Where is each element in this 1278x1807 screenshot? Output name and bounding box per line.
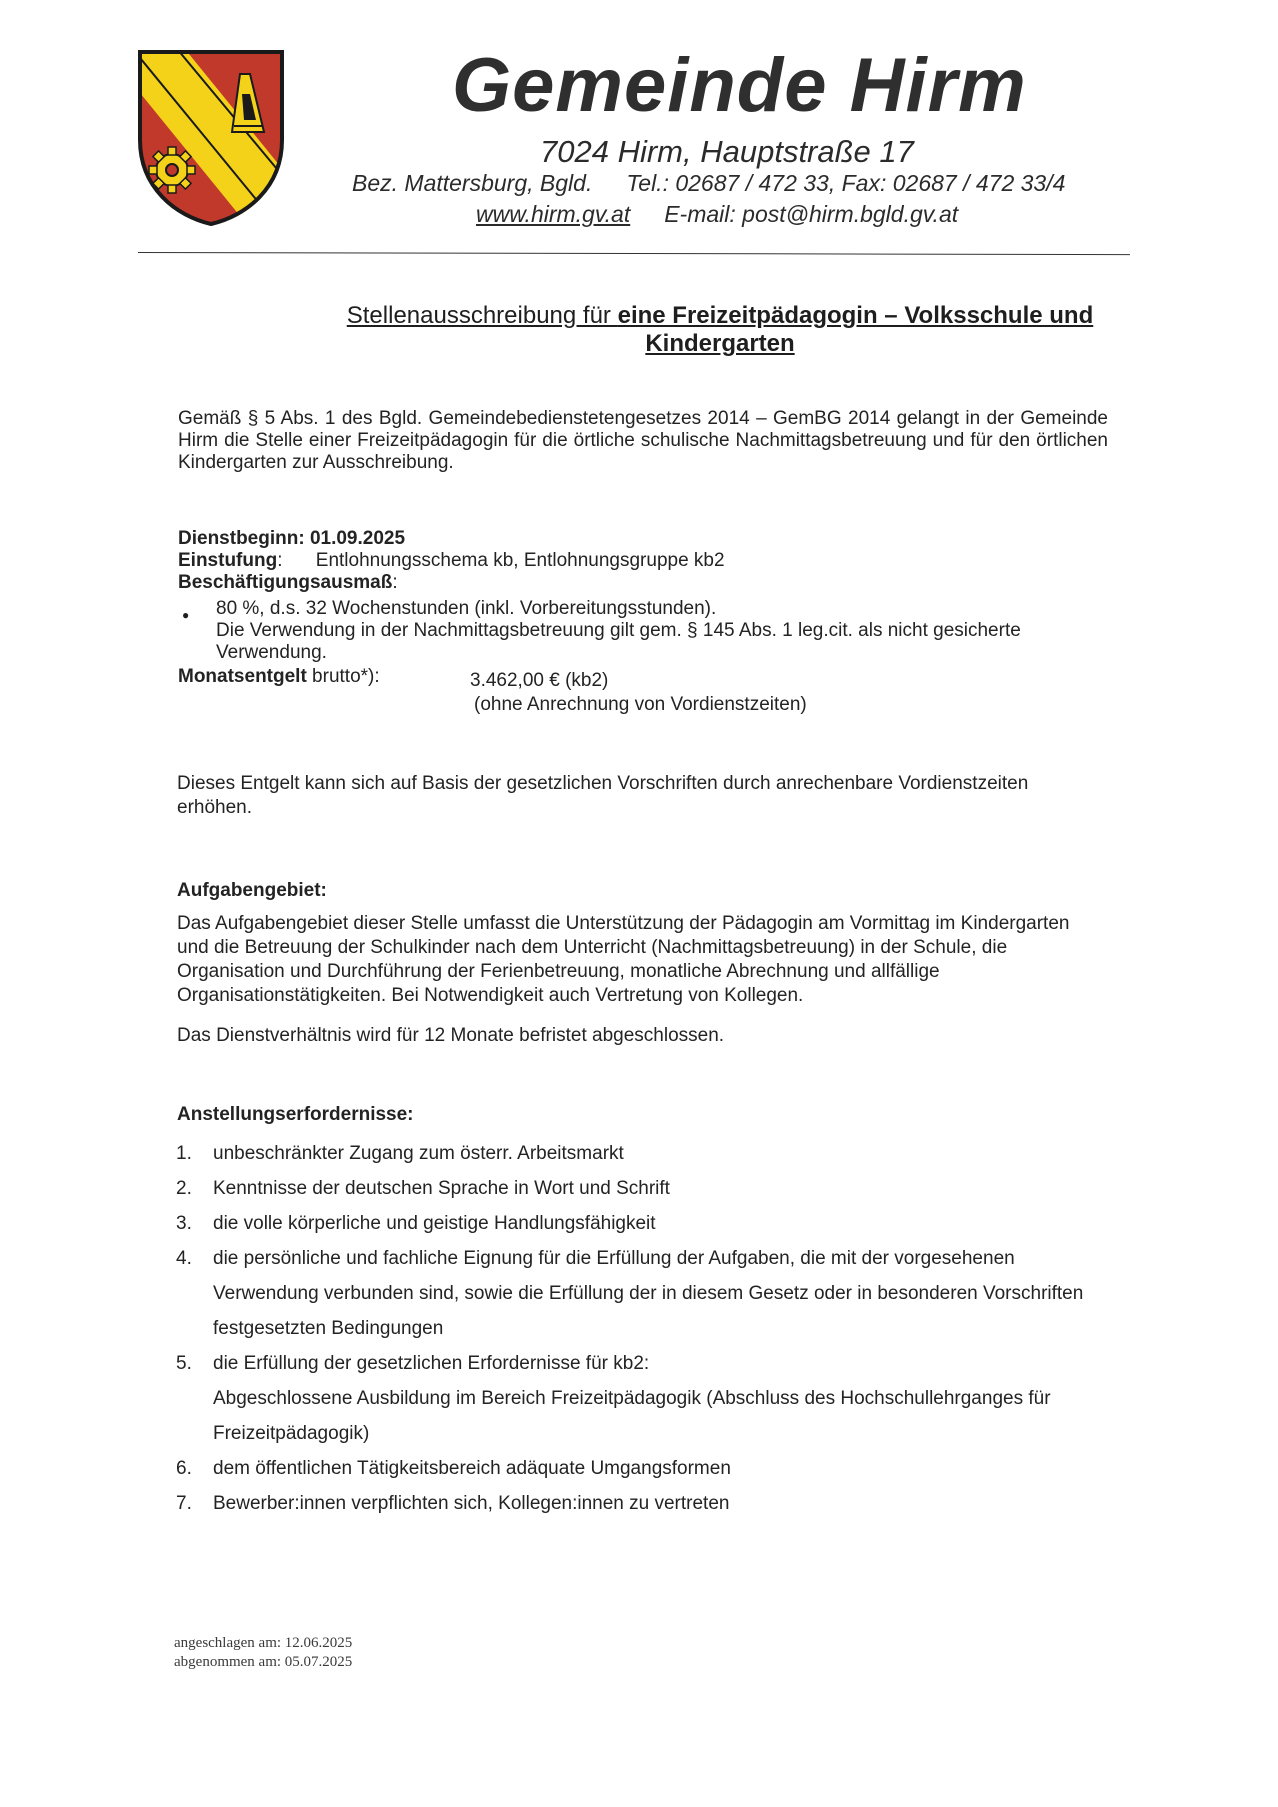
requirements-heading: Anstellungserfordernisse: [177,1104,414,1125]
salary-label: Monatsentgelt [178,666,307,687]
phone-fax: Tel.: 02687 / 472 33, Fax: 02687 / 472 33/4 [626,170,1066,196]
item-text-main: die Erfüllung der gesetzlichen Erfordernisse für kb2: [213,1353,650,1374]
salary-suffix: brutto*): [306,666,380,687]
salary-increase-paragraph: Dieses Entgelt kann sich auf Basis der gesetzlichen Vorschriften durch anrechenbare Vordienstzeiten erhöhen. [177,773,1029,818]
item-number: 6. [176,1458,192,1479]
gear-icon [149,147,195,193]
tasks-term: Das Dienstverhältnis wird für 12 Monate befristet abgeschlossen. [177,1025,725,1046]
item-text: die persönliche und fachliche Eignung für die Erfüllung der Aufgaben, die mit der vorgesehenen Verwendung verbunden sind, sowie die Erfüllung der in diesem Gesetz oder in besonderen Vorschriften festgesetzten Bedingungen [213,1248,1084,1339]
item-text [213,1346,1116,1451]
grading-label: Einstufung [178,550,278,571]
list-item [176,1206,1116,1241]
start-date [178,528,405,550]
start-date-label: Dienstbeginn: 01.09.2025 [178,528,406,549]
item-text: Kenntnisse der deutschen Sprache in Wort und Schrift [213,1178,670,1199]
grading-value: Entlohnungsschema kb, Entlohnungsgruppe kb2 [315,550,725,571]
address: 7024 Hirm, Hauptstraße 17 [540,134,914,169]
salary [178,666,380,688]
contact-row-district [352,170,1065,197]
contact-row-web [476,201,958,228]
salary-note: (ohne Anrechnung von Vordienstzeiten) [474,694,807,715]
extent-colon: : [392,572,398,593]
list-item [176,1486,1116,1521]
posting-dates [174,1634,352,1672]
intro-paragraph: Gemäß § 5 Abs. 1 des Bgld. Gemeindebedienstetengesetzes 2014 – GemBG 2014 gelangt in der Gemeinde Hirm die Stelle einer Freizeitpädagogin für die örtliche schulische Nachmittagsbetreuung und für den örtlichen Kindergarten zur Ausschreibung. [178,408,1108,473]
coat-of-arms-icon [136,48,286,228]
item-number: 3. [176,1213,192,1234]
header-divider [138,252,1130,255]
item-text: die volle körperliche und geistige Handlungsfähigkeit [213,1213,656,1234]
list-item [176,1241,1116,1346]
list-item [176,1346,1116,1451]
email: E-mail: post@hirm.bgld.gv.at [664,201,959,227]
list-item [176,1451,1116,1486]
page-title [330,302,1110,358]
item-number: 5. [176,1353,192,1374]
item-number: 1. [176,1143,192,1164]
extent-label: Beschäftigungsausmaß [178,572,393,593]
item-text: Bewerber:innen verpflichten sich, Kollegen:innen zu vertreten [213,1493,730,1514]
extent-bullet: 80 %, d.s. 32 Wochenstunden (inkl. Vorbereitungsstunden). [216,598,717,619]
item-subtext: Abgeschlossene Ausbildung im Bereich Freizeitpädagogik (Abschluss des Hochschullehrganges für Freizeitpädagogik) [213,1388,1051,1444]
item-number: 4. [176,1248,192,1269]
grading-colon: : [277,550,283,571]
posted-date: angeschlagen am: 12.06.2025 [174,1635,353,1651]
title-prefix: Stellenausschreibung für [346,302,618,329]
requirements-list [176,1136,1116,1521]
list-item [176,1136,1116,1171]
extent [178,572,398,594]
municipality-name: Gemeinde Hirm [452,43,1027,128]
list-item [176,1171,1116,1206]
item-text: dem öffentlichen Tätigkeitsbereich adäquate Umgangsformen [213,1458,731,1479]
extent-note: Die Verwendung in der Nachmittagsbetreuung gilt gem. § 145 Abs. 1 leg.cit. als nicht gesicherte Verwendung. [216,620,1021,663]
item-number: 7. [176,1493,192,1514]
item-number: 2. [176,1178,192,1199]
district: Bez. Mattersburg, Bgld. [352,170,593,196]
grading [178,550,725,572]
removed-date: abgenommen am: 05.07.2025 [174,1654,353,1670]
title-bold: eine Freizeitpädagogin – Volksschule und Kindergarten [617,302,1094,357]
website-link[interactable]: www.hirm.gv.at [476,201,631,227]
tasks-heading: Aufgabengebiet: [177,880,327,901]
salary-value: 3.462,00 € (kb2) [470,670,609,691]
item-text: unbeschränkter Zugang zum österr. Arbeitsmarkt [213,1143,624,1164]
tasks-paragraph: Das Aufgabengebiet dieser Stelle umfasst die Unterstützung der Pädagogin am Vormittag im Kindergarten und die Betreuung der Schulkinder nach dem Unterricht (Nachmittagsbetreuung) in der Schule, die Organisation und Durchführung der Ferienbetreuung, monatliche Abrechnung und allfällige Organisationstätigkeiten. Bei Notwendigkeit auch Vertretung von Kollegen. [177,913,1070,1006]
bullet-icon: ● [182,608,190,622]
